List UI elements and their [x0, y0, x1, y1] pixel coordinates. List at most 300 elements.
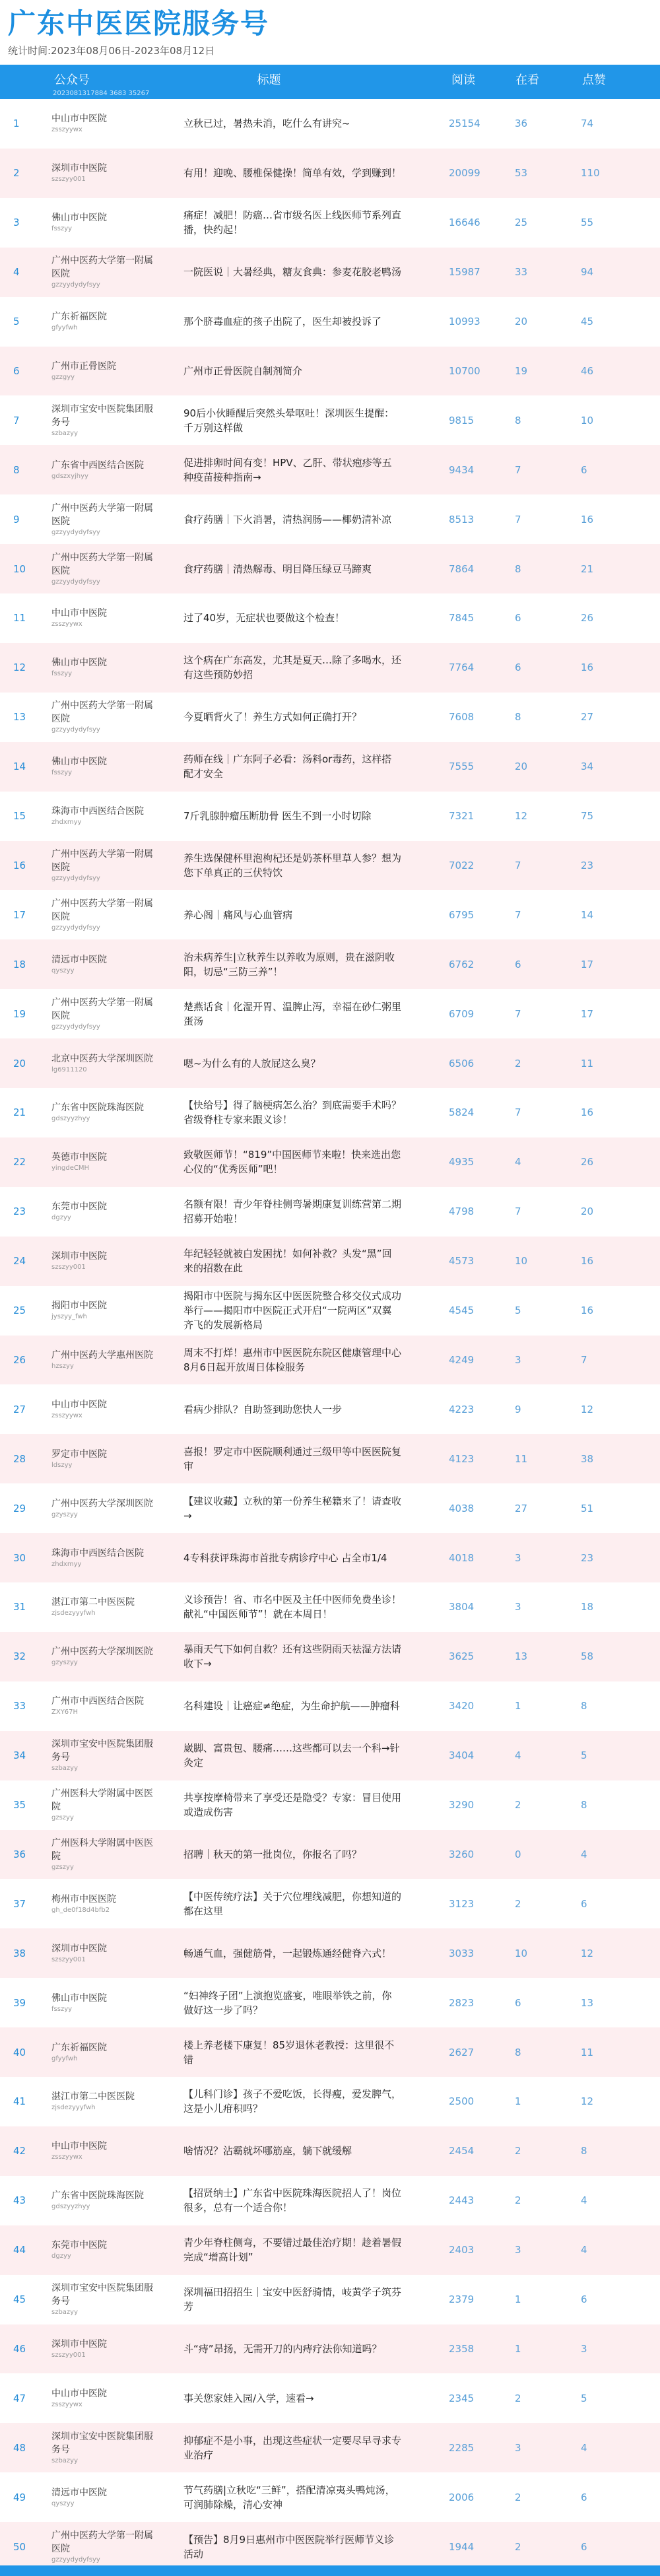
- read-count: 5824: [449, 1106, 475, 1119]
- article-title-link[interactable]: 青少年脊柱侧弯，不要错过最佳治疗期！趁着暑假完成“增高计划”: [183, 2237, 402, 2264]
- account-cell: [51, 1336, 157, 1385]
- read-count: 4018: [449, 1551, 475, 1564]
- account-name: 珠海市中西医结合医院: [51, 806, 144, 817]
- table-row[interactable]: [0, 149, 660, 198]
- table-row[interactable]: [0, 989, 660, 1038]
- like-count: 16: [581, 513, 594, 525]
- account-name: 广州中医药大学第一附属医院: [51, 848, 153, 873]
- view-count: 20: [515, 316, 528, 328]
- article-title-link[interactable]: 食疗药膳｜清热解毒、明目降压绿豆马蹄爽: [183, 562, 372, 575]
- article-title-link[interactable]: 有用！迎晚、腰椎保健操！简单有效，学到赚到！: [183, 167, 402, 180]
- like-count: 7: [581, 1353, 587, 1366]
- account-id: jyszyy_fwh: [51, 1313, 87, 1321]
- view-count: 2: [515, 1799, 521, 1812]
- account-id: ldszyy: [51, 1461, 73, 1469]
- account-id: szszyy001: [51, 1955, 86, 1963]
- table-row[interactable]: [0, 643, 660, 693]
- view-count: 0: [515, 1848, 521, 1860]
- account-id: szszyy001: [51, 1264, 86, 1271]
- read-count: 2358: [449, 2342, 475, 2355]
- view-count: 8: [515, 2046, 521, 2058]
- article-title-link[interactable]: 喜报！罗定市中医院顺利通过三级甲等中医医院复审: [183, 1445, 402, 1472]
- row-rank: 9: [13, 513, 20, 525]
- view-count: 2: [515, 2194, 521, 2207]
- article-title-link[interactable]: 周末不打烊！惠州市中医医院东院区健康管理中心8月6日起开放周日体检服务: [183, 1346, 402, 1373]
- account-id: szbazyy: [51, 429, 79, 437]
- read-count: 9815: [449, 414, 475, 426]
- view-count: 6: [515, 1996, 521, 2009]
- account-cell: [51, 1137, 157, 1187]
- table-row[interactable]: [0, 1681, 660, 1731]
- article-title-link[interactable]: 招聘｜秋天的第一批岗位，你报名了吗？: [183, 1848, 362, 1860]
- article-title-link[interactable]: 崴脚、富贵包、腰痛……这些都可以去一个科→针灸定: [183, 1742, 400, 1769]
- row-rank: 11: [13, 612, 26, 625]
- account-id: qyszyy: [51, 966, 75, 974]
- like-count: 16: [581, 1106, 594, 1119]
- column-header-account: 公众号: [54, 73, 90, 87]
- table-row[interactable]: [0, 742, 660, 792]
- account-id: gzzyydydyfsyy: [51, 1023, 100, 1031]
- table-row[interactable]: [0, 1731, 660, 1780]
- like-count: 11: [581, 1057, 594, 1069]
- column-header-read: 阅读: [451, 73, 475, 87]
- view-count: 1: [515, 2293, 521, 2306]
- read-count: 7022: [449, 859, 475, 871]
- read-count: 3290: [449, 1799, 475, 1812]
- view-count: 3: [515, 1353, 521, 1366]
- read-count: 1944: [449, 2540, 475, 2553]
- article-title-link[interactable]: 7斤乳腺肿瘤压断肋骨 医生不到一小时切除: [183, 810, 372, 823]
- article-title-link[interactable]: 4专科获评珠海市首批专病诊疗中心 占全市1/4: [183, 1551, 387, 1564]
- account-name: 中山市中医院: [51, 114, 107, 125]
- read-count: 3123: [449, 1897, 475, 1910]
- read-count: 4123: [449, 1452, 475, 1465]
- account-id: gdszyyzhyy: [51, 1115, 90, 1123]
- table-row[interactable]: [0, 248, 660, 297]
- table-row[interactable]: [0, 1928, 660, 1978]
- account-name: 梅州市中医医院: [51, 1893, 116, 1905]
- article-title-link[interactable]: 【儿科门诊】孩子不爱吃饭，长得瘦，爱发脾气，这是小儿疳积吗？: [183, 2088, 402, 2115]
- account-id: fsszyy: [51, 2005, 73, 2013]
- article-title-link[interactable]: 药师在线｜广东阿子必看：汤料or毒药，这样搭配才安全: [183, 753, 392, 780]
- row-rank: 8: [13, 463, 20, 476]
- article-title-link[interactable]: 年纪轻轻就被白发困扰！如何补救？头发“黑”回来的招数在此: [183, 1248, 392, 1275]
- read-count: 4223: [449, 1403, 475, 1415]
- article-title-link[interactable]: 暴雨天气下如何自救？还有这些阴雨天祛湿方法请收下→: [183, 1643, 402, 1670]
- row-rank: 12: [13, 661, 26, 674]
- view-count: 25: [515, 217, 528, 229]
- account-cell: [51, 1731, 157, 1780]
- article-title-link[interactable]: 揭阳市中医院与揭东区中医医院整合移交仪式成功举行——揭阳市中医院正式开启“一院两区”双翼齐飞的发展新格局: [183, 1290, 402, 1332]
- read-count: 4545: [449, 1305, 475, 1317]
- account-id: lg6911120: [51, 1066, 87, 1073]
- account-cell: [51, 2027, 157, 2077]
- account-cell: [51, 544, 157, 593]
- table-row[interactable]: [0, 1879, 660, 1928]
- table-row[interactable]: [0, 1978, 660, 2027]
- article-title-link[interactable]: 【建议收藏】立秋的第一份养生秘籍来了！请查收→: [183, 1495, 402, 1522]
- table-row[interactable]: [0, 890, 660, 939]
- read-count: 2823: [449, 1996, 475, 2009]
- account-id: gzyszyy: [51, 1510, 78, 1518]
- like-count: 4: [581, 2441, 587, 2454]
- article-title-link[interactable]: 楚燕话食｜化湿开胃、温脾止泻，幸福在砂仁粥里蛋汤: [183, 1000, 402, 1027]
- account-name: 广东省中西医结合医院: [51, 459, 144, 471]
- view-count: 2: [515, 2145, 521, 2157]
- account-id: szbazyy: [51, 2457, 79, 2464]
- table-row[interactable]: [0, 1237, 660, 1286]
- table-row[interactable]: [0, 1780, 660, 1830]
- row-rank: 4: [13, 266, 20, 279]
- account-cell: [51, 1780, 157, 1830]
- account-cell: [51, 2275, 157, 2324]
- read-count: 6506: [449, 1057, 475, 1069]
- table-row[interactable]: [0, 1137, 660, 1187]
- row-rank: 16: [13, 859, 26, 871]
- view-count: 13: [515, 1650, 528, 1663]
- view-count: 6: [515, 958, 521, 970]
- read-count: 4573: [449, 1255, 475, 1268]
- account-cell: [51, 593, 157, 643]
- article-title-link[interactable]: 嗯~为什么有的人放屁这么臭？: [183, 1057, 321, 1069]
- article-title-link[interactable]: 痛症！减肥！防癌…省市级名医上线医师节系列直播，快约起！: [183, 209, 402, 236]
- read-count: 4038: [449, 1502, 475, 1514]
- row-rank: 3: [13, 217, 20, 229]
- table-row[interactable]: [0, 2373, 660, 2423]
- article-title-link[interactable]: 今夏晒背火了！养生方式如何正确打开？: [183, 711, 362, 724]
- table-row[interactable]: [0, 939, 660, 989]
- account-name: 湛江市第二中医医院: [51, 2091, 135, 2103]
- like-count: 5: [581, 2392, 587, 2404]
- article-title-link[interactable]: 致敬医师节！“819”中国医师节来啦！快来选出您心仪的“优秀医师”吧！: [183, 1149, 401, 1176]
- table-row[interactable]: [0, 2472, 660, 2522]
- table-row[interactable]: [0, 593, 660, 643]
- read-count: 6795: [449, 908, 475, 921]
- view-count: 7: [515, 463, 521, 476]
- column-header-title: 标题: [257, 73, 281, 87]
- table-row[interactable]: [0, 1038, 660, 1088]
- like-count: 5: [581, 1749, 587, 1762]
- table-row[interactable]: [0, 445, 660, 494]
- account-cell: [51, 1978, 157, 2027]
- table-row[interactable]: [0, 494, 660, 544]
- account-cell: [51, 1928, 157, 1978]
- row-rank: 42: [13, 2145, 26, 2157]
- account-id: szszyy001: [51, 176, 86, 184]
- article-title-link[interactable]: 养心阁｜痛风与心血管病: [183, 908, 293, 921]
- article-title-link[interactable]: 共享按摩椅带来了享受还是隐受？专家：冒目使用或造成伤害: [183, 1792, 402, 1819]
- account-id: zsszyywx: [51, 126, 82, 134]
- account-cell: [51, 890, 157, 939]
- view-count: 2: [515, 1057, 521, 1069]
- account-id: qyszyy: [51, 2499, 75, 2507]
- account-name: 广州中医药大学第一附属医院: [51, 700, 153, 725]
- row-rank: 15: [13, 810, 26, 823]
- article-title-link[interactable]: 【快给号】得了脑梗病怎么治？到底需要手术吗？省级脊柱专家来跟义诊！: [183, 1099, 402, 1126]
- account-id: zjsdezyyyfwh: [51, 2104, 96, 2112]
- account-id: gzzyydydyfsyy: [51, 281, 100, 289]
- like-count: 4: [581, 2244, 587, 2256]
- article-title-link[interactable]: 食疗药膳｜下火消暑，清热润肠——椰奶清补凉: [183, 513, 392, 525]
- table-row[interactable]: [0, 1286, 660, 1336]
- table-row[interactable]: [0, 1582, 660, 1632]
- account-name: 湛江市第二中医医院: [51, 1597, 135, 1608]
- view-count: 7: [515, 908, 521, 921]
- account-cell: [51, 792, 157, 841]
- row-rank: 20: [13, 1057, 26, 1069]
- article-title-link[interactable]: 90后小伙睡醒后突然头晕呕吐！深圳医生提醒：千万别这样做: [183, 407, 395, 434]
- account-cell: [51, 1681, 157, 1731]
- read-count: 3260: [449, 1848, 475, 1860]
- table-row[interactable]: [0, 2225, 660, 2275]
- like-count: 16: [581, 1255, 594, 1268]
- view-count: 4: [515, 1749, 521, 1762]
- row-rank: 19: [13, 1007, 26, 1020]
- view-count: 2: [515, 1897, 521, 1910]
- account-name: 广州医科大学附属中医医院: [51, 1788, 153, 1813]
- article-title-link[interactable]: 那个脐毒血症的孩子出院了，医生却被投诉了: [183, 316, 382, 328]
- article-title-link[interactable]: “妇神终子团”上演抱览盛宴，唯眼举铁之前，你做好这一步了吗？: [183, 1989, 392, 2016]
- like-count: 34: [581, 761, 594, 773]
- article-title-link[interactable]: 义诊预告！省、市名中医及主任中医师免费坐诊！献礼“中国医师节”！就在本周日！: [183, 1594, 402, 1621]
- account-name: 广东省中医院珠海医院: [51, 2190, 144, 2202]
- account-id: szszyy001: [51, 2351, 86, 2359]
- account-name: 广州中医药大学第一附属医院: [51, 552, 153, 576]
- table-row[interactable]: [0, 1187, 660, 1237]
- account-name: 广州中医药大学深圳医院: [51, 1646, 153, 1658]
- account-id: szbazyy: [51, 1765, 79, 1773]
- article-title-link[interactable]: 啥情况？沾霸就坏哪筋座，躺下就缓解: [183, 2145, 352, 2157]
- view-count: 53: [515, 167, 528, 180]
- account-id: hzszyy: [51, 1362, 74, 1370]
- row-rank: 7: [13, 414, 20, 426]
- view-count: 27: [515, 1502, 528, 1514]
- table-row[interactable]: [0, 2423, 660, 2472]
- account-name: 广东祈福医院: [51, 312, 107, 323]
- like-count: 17: [581, 1007, 594, 1020]
- row-rank: 44: [13, 2244, 26, 2256]
- read-count: 3404: [449, 1749, 475, 1762]
- row-rank: 21: [13, 1106, 26, 1119]
- row-rank: 34: [13, 1749, 26, 1762]
- article-title-link[interactable]: 看病少排队？自助签到助您快人一步: [183, 1403, 343, 1415]
- like-count: 55: [581, 217, 594, 229]
- article-title-link[interactable]: 楼上养老楼下康复！85岁退休老教授：这里很不错: [183, 2039, 395, 2066]
- article-title-link[interactable]: 斗“痔”昂扬，无需开刀的内痔疗法你知道吗？: [183, 2342, 382, 2355]
- account-name: 清远市中医院: [51, 954, 107, 965]
- article-title-link[interactable]: 一院医说｜大暑经典，糖友食典：参麦花胶老鸭汤: [183, 266, 402, 279]
- account-cell: [51, 939, 157, 989]
- account-name: 深圳市中医院: [51, 1943, 107, 1954]
- table-row[interactable]: [0, 1632, 660, 1681]
- like-count: 26: [581, 1156, 594, 1169]
- article-title-link[interactable]: 名额有限！青少年脊柱侧弯暑期康复训练营第二期招募开始啦！: [183, 1198, 402, 1225]
- account-cell: [51, 1384, 157, 1434]
- like-count: 110: [581, 167, 600, 180]
- view-count: 11: [515, 1452, 528, 1465]
- read-count: 7608: [449, 711, 475, 724]
- account-cell: [51, 1434, 157, 1483]
- view-count: 2: [515, 2392, 521, 2404]
- row-rank: 13: [13, 711, 26, 724]
- table-row[interactable]: [0, 2522, 660, 2571]
- table-row[interactable]: [0, 2027, 660, 2077]
- row-rank: 1: [13, 118, 20, 130]
- account-name: 深圳市宝安中医院集团服务号: [51, 2431, 153, 2455]
- account-id: zsszyywx: [51, 621, 82, 628]
- table-row[interactable]: [0, 1088, 660, 1137]
- table-row[interactable]: [0, 99, 660, 149]
- account-id: gfyyfwh: [51, 2054, 78, 2062]
- account-id: fsszyy: [51, 225, 73, 233]
- article-title-link[interactable]: 【预告】8月9日惠州市中医医院举行医师节义诊活动: [183, 2533, 395, 2560]
- read-count: 2454: [449, 2145, 475, 2157]
- footer-bar: [0, 2565, 660, 2576]
- like-count: 38: [581, 1452, 594, 1465]
- table-row[interactable]: [0, 347, 660, 396]
- account-cell: [51, 1237, 157, 1286]
- like-count: 16: [581, 1305, 594, 1317]
- row-rank: 28: [13, 1452, 26, 1465]
- table-row[interactable]: [0, 1483, 660, 1533]
- like-count: 8: [581, 2145, 587, 2157]
- article-title-link[interactable]: 抑郁症不是小事，出现这些症状一定要尽早寻求专业治疗: [183, 2434, 402, 2461]
- like-count: 16: [581, 661, 594, 674]
- like-count: 23: [581, 859, 594, 871]
- read-count: 20099: [449, 167, 480, 180]
- account-id: szbazyy: [51, 2309, 79, 2317]
- table-row[interactable]: [0, 2275, 660, 2324]
- article-title-link[interactable]: 事关您家娃入园/入学，速看→: [183, 2392, 314, 2404]
- view-count: 20: [515, 761, 528, 773]
- account-name: 深圳市中医院: [51, 2338, 107, 2350]
- view-count: 7: [515, 859, 521, 871]
- article-title-link[interactable]: 过了40岁，无症状也要做这个检查！: [183, 612, 345, 625]
- row-rank: 36: [13, 1848, 26, 1860]
- row-rank: 24: [13, 1255, 26, 1268]
- like-count: 11: [581, 2046, 594, 2058]
- table-row[interactable]: [0, 693, 660, 742]
- account-name: 英德市中医院: [51, 1152, 107, 1163]
- account-cell: [51, 693, 157, 742]
- table-row[interactable]: [0, 1384, 660, 1434]
- table-row[interactable]: [0, 792, 660, 841]
- article-title-link[interactable]: 【招贤纳士】广东省中医院珠海医院招人了！岗位很多，总有一个适合你！: [183, 2187, 402, 2214]
- like-count: 10: [581, 414, 594, 426]
- article-title-link[interactable]: 广州市正骨医院自制剂简介: [183, 364, 303, 377]
- article-title-link[interactable]: 养生选保健杯里泡枸杞还是奶茶杯里草人参？想为您下单真正的三伏特饮: [183, 852, 402, 879]
- row-rank: 49: [13, 2491, 26, 2503]
- read-count: 4798: [449, 1205, 475, 1218]
- account-id: zsszyywx: [51, 2153, 82, 2161]
- view-count: 3: [515, 2244, 521, 2256]
- row-rank: 32: [13, 1650, 26, 1663]
- account-id: ZXY67H: [51, 1709, 79, 1716]
- account-cell: [51, 2077, 157, 2126]
- like-count: 4: [581, 1848, 587, 1860]
- table-row[interactable]: [0, 1830, 660, 1880]
- account-id: gzzyydydyfsyy: [51, 726, 100, 734]
- article-title-link[interactable]: 治未病养生|立秋养生以养收为原则，贵在滋阴收阳，切忌“三防三养”！: [183, 951, 395, 978]
- table-row[interactable]: [0, 2176, 660, 2225]
- row-rank: 38: [13, 1947, 26, 1959]
- account-cell: [51, 2176, 157, 2225]
- row-rank: 47: [13, 2392, 26, 2404]
- like-count: 75: [581, 810, 594, 823]
- like-count: 27: [581, 711, 594, 724]
- account-name: 中山市中医院: [51, 2141, 107, 2152]
- view-count: 33: [515, 266, 528, 279]
- account-id: zsszyywx: [51, 2400, 82, 2408]
- article-title-link[interactable]: 节气药膳|立秋吃“三鲜”，搭配清凉夷头鸭炖汤，可润肺除燥，清心安神: [183, 2484, 395, 2511]
- read-count: 4249: [449, 1353, 475, 1366]
- read-count: 7845: [449, 612, 475, 625]
- table-row[interactable]: [0, 395, 660, 445]
- account-name: 佛山市中医院: [51, 757, 107, 768]
- account-id: gh_de0f18d4bfb2: [51, 1906, 110, 1914]
- view-count: 3: [515, 2441, 521, 2454]
- article-title-link[interactable]: 名科建设｜让癌症≠绝症，为生命护航——肿瘤科: [183, 1700, 400, 1712]
- like-count: 74: [581, 118, 594, 130]
- table-row[interactable]: [0, 297, 660, 347]
- table-row[interactable]: [0, 841, 660, 891]
- account-name: 广州中医药大学第一附属医院: [51, 502, 153, 527]
- view-count: 1: [515, 2095, 521, 2108]
- article-title-link[interactable]: 立秋已过，暑热未消，吃什么有讲究~: [183, 118, 350, 130]
- table-row[interactable]: [0, 2126, 660, 2176]
- article-title-link[interactable]: 畅通气血，强健筋骨，一起锻炼通经健脊六式！: [183, 1947, 392, 1959]
- read-count: 10700: [449, 364, 480, 377]
- row-rank: 43: [13, 2194, 26, 2207]
- read-count: 3033: [449, 1947, 475, 1959]
- table-row[interactable]: [0, 198, 660, 248]
- like-count: 12: [581, 1403, 594, 1415]
- table-row[interactable]: [0, 2077, 660, 2126]
- account-name: 中山市中医院: [51, 1399, 107, 1410]
- like-count: 94: [581, 266, 594, 279]
- view-count: 6: [515, 661, 521, 674]
- read-count: 2285: [449, 2441, 475, 2454]
- article-title-link[interactable]: 促进排卵时间有变！HPV、乙肝、带状疱疹等五种疫苗接种指南→: [183, 456, 392, 483]
- account-cell: [51, 2126, 157, 2176]
- account-id: gdszyyzhyy: [51, 2203, 90, 2211]
- table-row[interactable]: [0, 2324, 660, 2374]
- row-rank: 50: [13, 2540, 26, 2553]
- account-cell: [51, 99, 157, 149]
- account-name: 罗定市中医院: [51, 1448, 107, 1460]
- article-title-link[interactable]: 深圳福田招招生｜宝安中医舒骑情，岐黄学子筑芬芳: [183, 2286, 402, 2313]
- account-cell: [51, 395, 157, 445]
- account-name: 深圳市中医院: [51, 1251, 107, 1262]
- account-cell: [51, 2522, 157, 2571]
- view-count: 2: [515, 2491, 521, 2503]
- article-title-link[interactable]: 这个病在广东高发，尤其是夏天…除了多喝水，还有这些预防妙招: [183, 654, 402, 681]
- read-count: 2500: [449, 2095, 475, 2108]
- row-rank: 6: [13, 364, 20, 377]
- article-title-link[interactable]: 【中医传统疗法】关于穴位埋线减肥，你想知道的都在这里: [183, 1890, 402, 1917]
- table-row[interactable]: [0, 544, 660, 593]
- like-count: 6: [581, 2540, 587, 2553]
- like-count: 46: [581, 364, 594, 377]
- table-row[interactable]: [0, 1336, 660, 1385]
- table-row[interactable]: [0, 1533, 660, 1582]
- like-count: 18: [581, 1601, 594, 1613]
- account-cell: [51, 841, 157, 891]
- like-count: 4: [581, 2194, 587, 2207]
- table-row[interactable]: [0, 1434, 660, 1483]
- account-cell: [51, 2472, 157, 2522]
- like-count: 6: [581, 1897, 587, 1910]
